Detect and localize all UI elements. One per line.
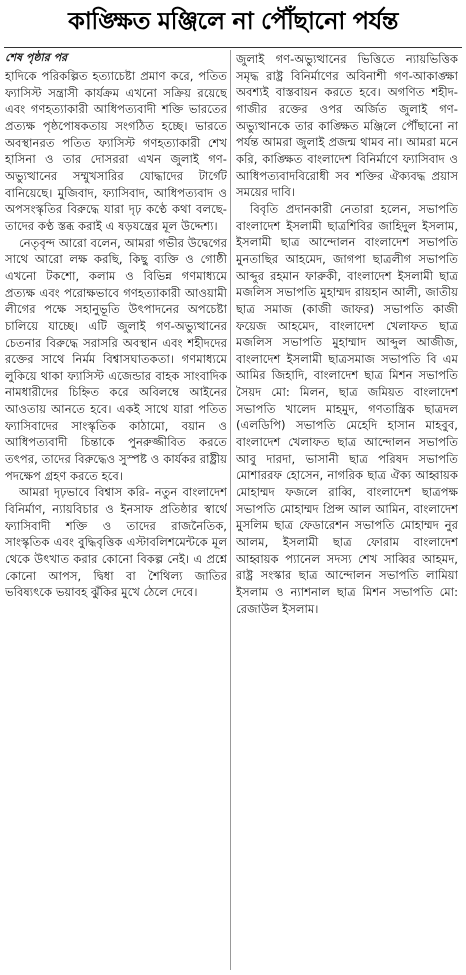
article-column-left [5,50,227,972]
paragraph: হাদিকে পরিকল্পিত হত্যাচেষ্টা প্রমাণ করে, পতিত ফ্যাসিস্ট সন্ত্রাসী কার্যক্রম এখনো সক্রিয় রয়েছে এবং গণহত্যাকারী আধিপত্যবাদী শক্তি ভারতের প্রত্যক্ষ পৃষ্ঠপোষকতায় সংগঠিত হচ্ছে। ভারতে অবস্থানরত পতিত ফ্যাসিস্ট গণহত্যাকারী শেখ হাসিনা ও তার দোসররা এখন জুলাই গণ-অভ্যুত্থানের সম্মুখসারির যোদ্ধাদের টার্গেট বানিয়েছে। মুজিবাদ, ফ্যাসিবাদ, আধিপত্যবাদ ও অপসংস্কৃতির বিরুদ্ধে যারা দৃঢ় কণ্ঠে কথা বলছে- তাদের কণ্ঠ স্তব্ধ করাই এ ষড়যন্ত্রের মূল উদ্দেশ্য। [5,69,227,233]
continued-from-label: শেষ পৃষ্ঠার পর [5,51,68,64]
headline-rule [4,47,462,48]
paragraph: নেতৃবৃন্দ আরো বলেন, আমরা গভীর উদ্বেগের সাথে আরো লক্ষ করছি, কিছু ব্যক্তি ও গোষ্ঠী এখনো টকশো, কলাম ও বিভিন্ন গণমাধ্যমে প্রত্যক্ষ এবং পরোক্ষভাবে গণহত্যাকারী আওয়ামী লীগের পক্ষে সহানুভূতি উৎপাদনের অপচেষ্টা চালিয়ে যাচ্ছে। এটি জুলাই গণ-অভ্যুত্থানের চেতনার বিরুদ্ধে সরাসরি অবস্থান এবং শহীদদের রক্তের সাথে নির্মম বিশ্বাসঘাতকতা। গণমাধ্যমে লুকিয়ে থাকা ফ্যাসিস্ট এজেন্ডার বাহক সাংবাদিক নামধারীদের চিহ্নিত করে অবিলম্বে আইনের আওতায় আনতে হবে। একই সাথে যারা পতিত ফ্যাসিবাদের সাংস্কৃতিক কাঠামো, বয়ান ও আধিপত্যবাদী চিন্তাকে পুনরুজ্জীবিত করতে তৎপর, তাদের বিরুদ্ধেও সুস্পষ্ট ও কার্যকর রাষ্ট্রীয় পদক্ষেপ গ্রহণ করতে হবে। [5,235,227,483]
column-divider [230,50,231,970]
headline: কাঙ্ক্ষিত মঞ্জিলে না পৌঁছানো পর্যন্ত [68,7,398,35]
paragraph: জুলাই গণ-অভ্যুত্থানের ভিত্তিতে ন্যায়ভিত্তিক সমৃদ্ধ রাষ্ট্র বিনির্মাণের অবিনাশী গণ-আকাঙ্ক্ষা অবশ্যই বাস্তবায়ন করতে হবে। অগণিত শহীদ-গাজীর রক্তের ওপর অর্জিত জুলাই গণ-অভ্যুত্থানকে তার কাঙ্ক্ষিত মঞ্জিলে পৌঁছানো না পর্যন্ত আমরা জুলাই প্রজন্ম থামব না। আমরা মনে করি, কাঙ্ক্ষিত বাংলাদেশ বিনির্মাণে ফ্যাসিবাদ ও আধিপত্যবাদবিরোধী সব শক্তির ঐক্যবদ্ধ প্রয়াস সময়ের দাবি। [236,52,458,200]
article-column-right [236,51,458,973]
paragraph: আমরা দৃঢ়ভাবে বিশ্বাস করি- নতুন বাংলাদেশ বিনির্মাণ, ন্যায়বিচার ও ইনসাফ প্রতিষ্ঠার স্বার্থে ফ্যাসিবাদী শক্তি ও তাদের রাজনৈতিক, সাংস্কৃতিক এবং বুদ্ধিবৃত্তিক এস্টাবলিশমেন্টকে মূল থেকে উৎখাত করার কোনো বিকল্প নেই। এ প্রশ্নে কোনো আপস, দ্বিধা বা শৈথিল্য জাতির ভবিষ্যৎকে ভয়াবহ ঝুঁকির মুখে ঠেলে দেবে। [5,485,227,600]
paragraph: বিবৃতি প্রদানকারী নেতারা হলেন, সভাপতি বাংলাদেশ ইসলামী ছাত্রশিবির জাহিদুল ইসলাম, ইসলামী ছাত্র আন্দোলন বাংলাদেশ সভাপতি মুনতাছির আহমেদ, জাগপা ছাত্রলীগ সভাপতি আব্দুর রহমান ফারুকী, বাংলাদেশ ইসলামী ছাত্র মজলিস সভাপতি মুহাম্মদ রায়হান আলী, জাতীয় ছাত্র সমাজ (কাজী জাফর) সভাপতি কাজী ফয়েজ আহমেদ, বাংলাদেশ খেলাফত ছাত্র মজলিস সভাপতি মুহাম্মাদ আব্দুল আজীজ, বাংলাদেশ ইসলামী ছাত্রসমাজ সভাপতি বি এম আমির জিহাদি, বাংলাদেশ ছাত্র মিশন সভাপতি সৈয়দ মো: মিলন, ছাত্র জমিয়ত বাংলাদেশ সভাপতি খালেদ মাহমুদ, গণতান্ত্রিক ছাত্রদল (এলডিপি) সভাপতি মেহেদি হাসান মাহবুব, বাংলাদেশ খেলাফত ছাত্র আন্দোলন সভাপতি আবু দারদা, ভাসানী ছাত্র পরিষদ সভাপতি মোশাররফ হোসেন, নাগরিক ছাত্র ঐক্য আহ্বায়ক মোহাম্মদ ফজলে রাব্বি, বাংলাদেশ ছাত্রপক্ষ সভাপতি মোহাম্মদ প্রিন্স আল আমিন, বাংলাদেশ মুসলিম ছাত্র ফেডারেশন সভাপতি মোহাম্মদ নুর আলম, ইসলামী ছাত্র ফোরাম বাংলাদেশ আহ্বায়ক প্যানেল সদস্য শেখ সাব্বির আহমদ, রাষ্ট্র সংস্কার ছাত্র আন্দোলন সভাপতি লামিয়া ইসলাম ও ন্যাশনাল ছাত্র মিশন সভাপতি মো: রেজাউল ইসলাম। [236,201,458,616]
